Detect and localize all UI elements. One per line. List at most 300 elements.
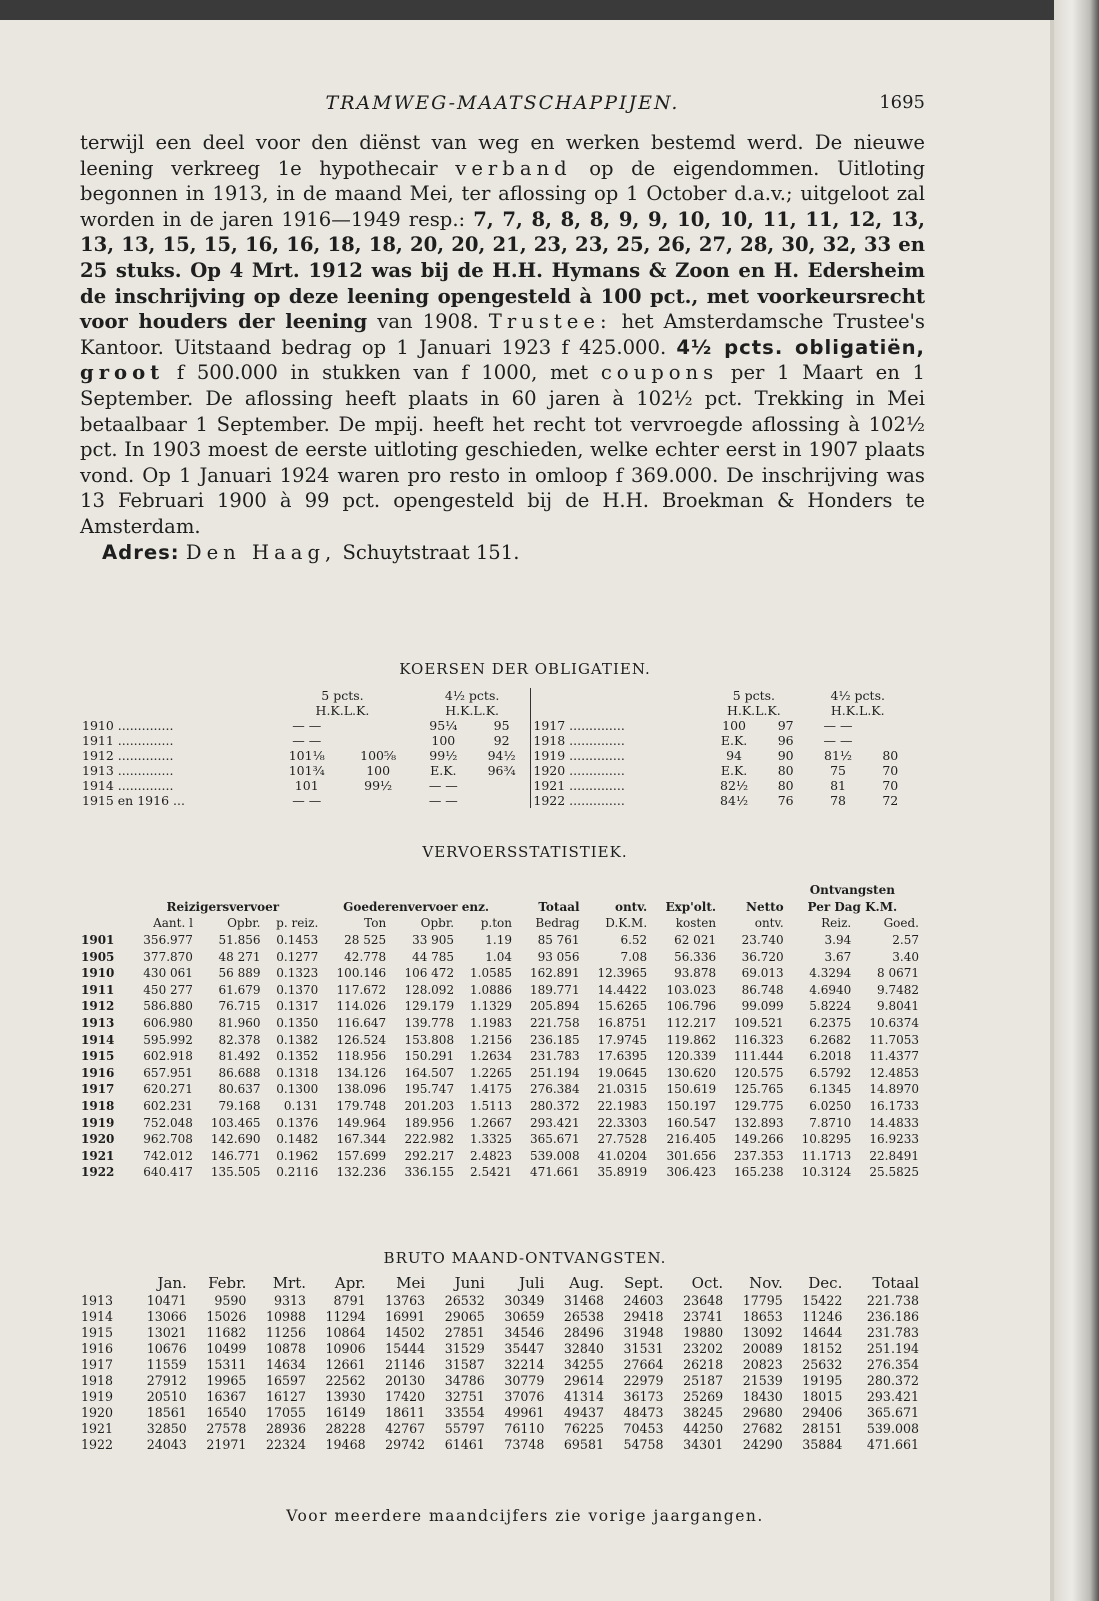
table-cell: 78 <box>830 793 846 808</box>
table-cell: 94 <box>726 748 743 763</box>
table-cell: 10499 <box>206 1340 247 1356</box>
table-cell: 81.492 <box>218 1049 261 1064</box>
table-cell: 138.096 <box>336 1082 387 1097</box>
table-cell: 20823 <box>742 1356 783 1372</box>
table-cell: 36.720 <box>741 949 784 964</box>
table-cell: 80.637 <box>218 1082 261 1097</box>
table-cell: 962.708 <box>143 1132 193 1147</box>
table-cell: 1912 <box>81 999 115 1014</box>
table-cell: 27.7528 <box>597 1132 648 1147</box>
table-cell: 21146 <box>385 1356 426 1372</box>
table-cell: 29065 <box>444 1308 485 1324</box>
table-cell: 251.194 <box>529 1065 580 1080</box>
table-cell: 15311 <box>206 1356 247 1372</box>
table-cell: 1.4175 <box>470 1082 512 1097</box>
table-row <box>80 965 920 982</box>
table-cell: 11.7053 <box>869 1032 919 1047</box>
table-cell: 26532 <box>444 1292 485 1308</box>
table-cell: 24290 <box>742 1436 783 1452</box>
vervoer-header-row <box>80 882 920 899</box>
table-cell: 1917 .............. <box>531 718 702 733</box>
table-cell: — — <box>292 733 322 748</box>
table-row <box>80 1048 920 1065</box>
table-cell: 111.444 <box>734 1049 784 1064</box>
table-cell: 35447 <box>504 1340 545 1356</box>
table-cell: Dec. <box>808 1274 843 1292</box>
koersen-body <box>80 718 910 808</box>
table-cell: 32214 <box>504 1356 545 1372</box>
table-cell: 31531 <box>623 1340 664 1356</box>
table-cell: 15422 <box>802 1292 843 1308</box>
table-cell: 11246 <box>802 1308 843 1324</box>
table-cell: 49961 <box>504 1404 545 1420</box>
bold-heading-inline: 4½ pcts. obligatiën, <box>676 335 925 359</box>
table-cell: 14.4422 <box>597 982 648 997</box>
table-row <box>80 1065 920 1082</box>
table-cell: 12.3965 <box>597 966 648 981</box>
table-cell: 595.992 <box>143 1032 193 1047</box>
table-cell: 76.715 <box>218 999 261 1014</box>
table-cell: 1905 <box>81 949 115 964</box>
table-cell: 1911 <box>81 982 115 997</box>
table-cell: 24043 <box>146 1436 187 1452</box>
table-cell <box>80 915 126 932</box>
table-cell: 167.344 <box>336 1132 387 1147</box>
table-cell: 116.323 <box>734 1032 784 1047</box>
text-span: per 1 Maart en 1 September. De aflossing heeft plaats in 60 jaren à 102½ pct. Trekking in Mei betaalbaar 1 September. De mpij. heeft het recht tot vervroegde aflossing à 102½ pct. In 1903 moest de eerste uitloting geschieden, welke echter eerst in 1907 plaats vond. Op 1 Januari 1924 waren pro resto in omloop f 369.000. De inschrijving was 13 Februari 1900 à 99 pct. opengesteld bij de H.H. Broekman & Honders te Amsterdam. <box>80 361 925 538</box>
table-cell: 17055 <box>265 1404 307 1420</box>
table-cell: 9.8041 <box>877 999 919 1014</box>
table-cell: 100 <box>722 718 746 733</box>
table-cell: 19195 <box>802 1372 843 1388</box>
table-cell: — — <box>428 778 458 793</box>
table-row <box>80 778 910 793</box>
table-cell: 103.465 <box>210 1115 261 1130</box>
table-cell: 42767 <box>385 1420 426 1436</box>
table-cell: 114.026 <box>336 999 387 1014</box>
table-cell: 23741 <box>683 1308 724 1324</box>
table-cell: 22.3303 <box>597 1115 648 1130</box>
table-cell: 72 <box>882 793 899 808</box>
table-cell: 92 <box>493 733 510 748</box>
table-cell: 1.19 <box>485 933 512 948</box>
table-cell: 1916 <box>81 1065 115 1080</box>
table-cell: 179.748 <box>336 1099 387 1114</box>
table-cell: 221.738 <box>866 1292 919 1308</box>
table-cell: 55797 <box>444 1420 485 1436</box>
table-cell: 146.771 <box>210 1148 261 1163</box>
table-cell: 1915 <box>81 1324 114 1340</box>
header-cell <box>531 703 702 718</box>
table-cell: 29406 <box>802 1404 843 1420</box>
table-cell: 9313 <box>273 1292 307 1308</box>
table-cell: 27664 <box>623 1356 664 1372</box>
koersen-title: KOERSEN DER OBLIGATIEN. <box>399 660 651 678</box>
address-street: Schuytstraat 151. <box>336 540 520 564</box>
table-cell: 37076 <box>504 1388 545 1404</box>
table-cell: 27682 <box>742 1420 783 1436</box>
page-title: TRAMWEG-MAATSCHAPPIJEN. <box>325 92 680 114</box>
table-cell: 8 0671 <box>877 966 919 981</box>
table-cell: 13066 <box>146 1308 187 1324</box>
table-cell: Aant. l <box>153 916 193 931</box>
table-cell: 292.217 <box>404 1148 455 1163</box>
table-cell: 0.1453 <box>276 933 319 948</box>
table-cell: 16.9233 <box>869 1132 919 1147</box>
table-cell: 95¼ <box>429 718 458 733</box>
table-cell: 49437 <box>563 1404 604 1420</box>
table-cell: 1901 <box>81 933 115 948</box>
table-cell: 14644 <box>802 1324 843 1340</box>
table-cell: 3.94 <box>824 933 852 948</box>
table-cell <box>871 718 910 733</box>
table-cell: 1922 .............. <box>531 793 702 808</box>
table-row <box>80 1420 920 1436</box>
table-cell: 20510 <box>146 1388 187 1404</box>
table-cell: 0.1962 <box>276 1148 319 1163</box>
table-cell: 0.2116 <box>276 1165 319 1180</box>
table-cell: 602.918 <box>143 1049 193 1064</box>
table-cell: 0.1482 <box>276 1132 319 1147</box>
table-cell: 100⅝ <box>360 748 397 763</box>
spaced-word: coupons <box>600 361 719 385</box>
table-cell: 1917 <box>81 1082 115 1097</box>
table-cell: 34786 <box>444 1372 485 1388</box>
table-row <box>80 1081 920 1098</box>
table-cell: 377.870 <box>143 949 193 964</box>
table-cell: 11682 <box>206 1324 247 1340</box>
table-cell: 97 <box>777 718 794 733</box>
table-cell: E.K. <box>720 763 748 778</box>
header-cell: Ontvangsten <box>809 883 895 898</box>
table-cell: 19.0645 <box>597 1065 648 1080</box>
table-cell: 34255 <box>563 1356 604 1372</box>
table-cell: 95 <box>493 718 510 733</box>
table-cell: 22324 <box>265 1436 307 1452</box>
header-cell: Exp'olt. <box>665 899 717 914</box>
table-cell: 29680 <box>742 1404 783 1420</box>
table-cell: 6.52 <box>620 933 648 948</box>
table-cell: 86.748 <box>741 982 784 997</box>
table-cell: 1913 <box>81 1292 114 1308</box>
table-cell: 28496 <box>563 1324 604 1340</box>
table-cell: 128.092 <box>404 982 455 997</box>
table-cell: 35.8919 <box>597 1165 648 1180</box>
address-city: Den Haag, <box>185 540 337 564</box>
table-cell: 48 271 <box>218 949 261 964</box>
header-cell: Reizigersvervoer <box>166 899 280 914</box>
table-cell: 1.2667 <box>470 1115 512 1130</box>
koersen-table <box>80 688 910 808</box>
table-cell: 0.1376 <box>276 1115 319 1130</box>
table-cell: 742.012 <box>143 1148 193 1163</box>
table-cell: 31529 <box>444 1340 485 1356</box>
table-cell: 23.740 <box>741 933 784 948</box>
table-cell: 15026 <box>206 1308 247 1324</box>
table-row <box>80 733 910 748</box>
table-cell: Goed. <box>883 916 919 931</box>
header-cell <box>80 688 271 703</box>
table-cell: 6.2018 <box>809 1049 852 1064</box>
table-cell: 42.778 <box>344 949 387 964</box>
table-cell: 61.679 <box>218 982 261 997</box>
text-span: van 1908. <box>367 310 489 334</box>
table-cell: 85 761 <box>537 933 580 948</box>
table-cell: 32751 <box>444 1388 485 1404</box>
table-cell: 14502 <box>385 1324 426 1340</box>
bruto-title: BRUTO MAAND-ONTVANGSTEN. <box>383 1249 667 1267</box>
table-cell: 80 <box>777 778 794 793</box>
table-row <box>80 763 910 778</box>
header-cell <box>80 703 271 718</box>
table-cell: 293.421 <box>866 1388 919 1404</box>
table-cell: 19468 <box>325 1436 366 1452</box>
table-cell: 10.3124 <box>801 1165 852 1180</box>
table-cell: — — <box>292 793 322 808</box>
table-row <box>80 1356 920 1372</box>
table-cell: 18611 <box>385 1404 426 1420</box>
table-cell: 1915 en 1916 ... <box>82 793 185 808</box>
table-cell: 17795 <box>742 1292 783 1308</box>
table-cell: 21.0315 <box>597 1082 648 1097</box>
table-cell: 3.67 <box>824 949 852 964</box>
table-cell: 129.775 <box>734 1099 784 1114</box>
table-cell: 1920 .............. <box>531 763 702 778</box>
table-cell: 23202 <box>683 1340 724 1356</box>
table-cell: 1922 <box>81 1165 115 1180</box>
table-cell: 93 056 <box>537 949 580 964</box>
spaced-word: Trustee: <box>488 310 612 334</box>
table-cell: 126.524 <box>336 1032 387 1047</box>
table-cell: 23648 <box>683 1292 724 1308</box>
table-cell: 201.203 <box>404 1099 455 1114</box>
table-cell: Mei <box>396 1274 426 1292</box>
table-cell: 103.023 <box>666 982 717 997</box>
text-span: terwijl een deel voor den diënst van weg en werken bestemd werd. De nieuwe leening verkreeg 1e hypothecair <box>80 131 925 180</box>
table-cell: 25.5825 <box>869 1165 919 1180</box>
table-cell: 135.505 <box>210 1165 261 1180</box>
table-cell: 11.1713 <box>801 1148 852 1163</box>
table-cell: 9.7482 <box>877 982 919 997</box>
table-cell: 539.008 <box>529 1148 580 1163</box>
header-cell: 4½ pcts. <box>830 688 885 703</box>
table-row <box>80 1388 920 1404</box>
footer-note: Voor meerdere maandcijfers zie vorige jaargangen. <box>286 1507 764 1525</box>
table-cell: 34301 <box>683 1436 724 1452</box>
table-cell: D.K.M. <box>605 916 648 931</box>
table-cell: 14.4833 <box>869 1115 919 1130</box>
table-cell: 15.6265 <box>597 999 648 1014</box>
table-cell: 450 277 <box>143 982 193 997</box>
table-cell: 1913 .............. <box>82 763 174 778</box>
table-cell: 2.5421 <box>470 1165 512 1180</box>
table-cell: 150.291 <box>404 1049 455 1064</box>
table-cell: 606.980 <box>143 1016 193 1031</box>
table-cell: 6.1345 <box>809 1082 852 1097</box>
table-cell: 22979 <box>623 1372 664 1388</box>
table-cell: 12.4853 <box>869 1065 919 1080</box>
table-cell: 117.672 <box>336 982 387 997</box>
table-cell: 10988 <box>265 1308 307 1324</box>
table-cell: 1912 .............. <box>82 748 174 763</box>
table-cell: 25632 <box>802 1356 843 1372</box>
table-cell: 602.231 <box>143 1099 193 1114</box>
table-cell: 336.155 <box>404 1165 455 1180</box>
header-cell <box>80 899 126 916</box>
table-cell: 29614 <box>563 1372 604 1388</box>
table-cell: 0.1300 <box>276 1082 319 1097</box>
koersen-header-row <box>80 688 910 703</box>
table-cell: 41.0204 <box>597 1148 648 1163</box>
table-cell: 586.880 <box>143 999 193 1014</box>
table-cell: 70 <box>882 763 899 778</box>
table-cell: 38245 <box>683 1404 724 1420</box>
table-row <box>80 1436 920 1452</box>
table-cell: 1918 <box>81 1372 114 1388</box>
table-cell: 251.194 <box>866 1340 919 1356</box>
table-cell: 25269 <box>683 1388 724 1404</box>
table-row <box>80 748 910 763</box>
table-cell: 30349 <box>504 1292 545 1308</box>
table-cell: 164.507 <box>404 1065 455 1080</box>
table-cell: 14.8970 <box>869 1082 919 1097</box>
table-cell: 165.238 <box>734 1165 784 1180</box>
header-cell: Netto <box>745 899 784 914</box>
table-cell: 539.008 <box>866 1420 919 1436</box>
table-cell: 1913 <box>81 1016 115 1031</box>
table-cell: 18653 <box>742 1308 783 1324</box>
table-cell: 6.2682 <box>809 1032 852 1047</box>
address-label: Adres: <box>102 540 180 564</box>
table-row <box>80 982 920 999</box>
table-cell: Aug. <box>569 1274 604 1292</box>
table-cell: 16.1733 <box>869 1099 919 1114</box>
table-cell: 142.690 <box>210 1132 261 1147</box>
table-cell: 1921 <box>81 1420 114 1436</box>
table-cell: E.K. <box>720 733 748 748</box>
table-cell: 70 <box>882 778 899 793</box>
bruto-body <box>80 1292 920 1452</box>
header-cell: H.K.L.K. <box>315 703 370 718</box>
header-cell: 5 pcts. <box>321 688 364 703</box>
table-cell: 1919 <box>81 1115 115 1130</box>
table-cell: 356.977 <box>143 933 193 948</box>
table-cell: 8791 <box>333 1292 366 1308</box>
table-cell: 16991 <box>385 1308 426 1324</box>
table-cell: 150.197 <box>666 1099 717 1114</box>
table-cell: 280.372 <box>866 1372 919 1388</box>
table-cell: Jan. <box>157 1274 187 1292</box>
table-cell: 276.354 <box>866 1356 919 1372</box>
table-cell: 276.384 <box>529 1082 580 1097</box>
table-row <box>80 1148 920 1165</box>
table-cell: 471.661 <box>529 1165 580 1180</box>
table-cell: 125.765 <box>734 1082 784 1097</box>
table-cell: 96¾ <box>487 763 516 778</box>
table-cell: 2.57 <box>892 933 919 948</box>
table-row <box>80 1114 920 1131</box>
book-spine-edge <box>1054 0 1099 1601</box>
table-cell: 1914 .............. <box>82 778 174 793</box>
vervoer-body <box>80 932 920 1181</box>
table-cell: 21971 <box>206 1436 247 1452</box>
table-cell: 0.1318 <box>276 1065 319 1080</box>
table-cell: Febr. <box>208 1274 247 1292</box>
table-cell: — — <box>823 718 853 733</box>
table-cell: 0.1323 <box>276 966 319 981</box>
table-cell: Sept. <box>624 1274 664 1292</box>
table-cell: 0.1352 <box>276 1049 319 1064</box>
table-cell: 365.671 <box>529 1132 580 1147</box>
table-cell: 112.217 <box>666 1016 717 1031</box>
table-cell: 100 <box>431 733 456 748</box>
table-cell: 13092 <box>742 1324 783 1340</box>
table-cell: 11294 <box>325 1308 366 1324</box>
table-cell: 62 021 <box>674 933 717 948</box>
table-row <box>80 1098 920 1115</box>
table-cell: 1.5113 <box>470 1099 512 1114</box>
table-row <box>80 998 920 1015</box>
table-row <box>80 1340 920 1356</box>
table-cell: 44250 <box>683 1420 724 1436</box>
table-cell: Juni <box>454 1274 485 1292</box>
table-cell: 99½ <box>429 748 458 763</box>
table-cell: 10.8295 <box>801 1132 852 1147</box>
table-cell: 16127 <box>265 1388 307 1404</box>
table-cell: 17420 <box>385 1388 426 1404</box>
table-cell: 13021 <box>146 1324 187 1340</box>
header-cell: H.K.L.K. <box>726 703 781 718</box>
table-cell: 10471 <box>146 1292 187 1308</box>
bruto-table <box>80 1274 920 1452</box>
body-text <box>80 130 925 565</box>
koersen-subheader-row <box>80 703 910 718</box>
table-cell: Bedrag <box>535 916 580 931</box>
table-cell: 16.8751 <box>597 1016 648 1031</box>
table-cell: 1922 <box>81 1436 114 1452</box>
table-cell: Apr. <box>334 1274 366 1292</box>
table-cell: 54758 <box>623 1436 664 1452</box>
table-cell: 28151 <box>802 1420 843 1436</box>
table-cell: 41314 <box>563 1388 604 1404</box>
table-cell: 132.236 <box>336 1165 387 1180</box>
table-cell: 81.960 <box>218 1016 261 1031</box>
table-cell: 1916 <box>81 1340 114 1356</box>
table-cell: ontv. <box>754 916 784 931</box>
book-page <box>0 20 1054 1601</box>
table-cell: 3.40 <box>892 949 919 964</box>
table-cell: 640.417 <box>143 1165 193 1180</box>
table-cell: 236.185 <box>529 1032 580 1047</box>
table-cell: 293.421 <box>529 1115 580 1130</box>
table-cell <box>342 718 413 733</box>
table-cell: 35884 <box>802 1436 843 1452</box>
table-cell: 620.271 <box>143 1082 193 1097</box>
table-cell: 44 785 <box>412 949 455 964</box>
header-cell <box>80 882 785 899</box>
table-cell: 1911 .............. <box>82 733 174 748</box>
table-cell: 84½ <box>720 793 749 808</box>
table-cell: 1920 <box>81 1404 114 1420</box>
table-cell: 86.688 <box>218 1065 261 1080</box>
table-cell: 90 <box>777 748 794 763</box>
table-cell: 1.0585 <box>470 966 512 981</box>
table-cell: 237.353 <box>734 1148 784 1163</box>
table-cell: 1918 .............. <box>531 733 702 748</box>
table-row <box>80 793 910 808</box>
table-cell: 56 889 <box>218 966 261 981</box>
table-cell: 18430 <box>742 1388 783 1404</box>
